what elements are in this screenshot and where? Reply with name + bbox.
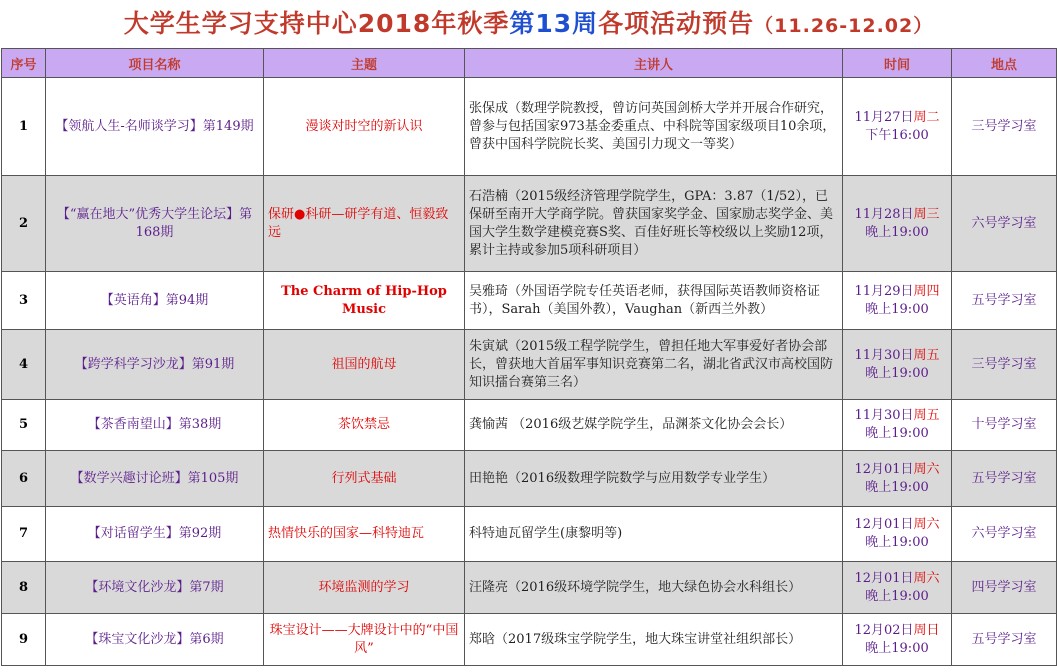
time-cell [843,562,952,614]
theme: 珠宝设计——大牌设计中的“中国风” [264,614,465,666]
theme: 漫谈对时空的新认识 [264,78,465,176]
time-cell [843,507,952,562]
weekday: 周三 [913,206,940,222]
date: 11月30日 [854,408,914,423]
time: 晚上19:00 [865,224,929,240]
theme: 茶饮禁忌 [264,400,465,451]
theme: 行列式基础 [264,451,465,507]
column-header-project: 项目名称 [46,49,264,78]
table-row [2,614,1057,666]
place: 十号学习室 [952,400,1057,451]
time: 下午16:00 [865,127,929,143]
theme: 祖国的航母 [264,330,465,400]
speaker: 朱寅斌（2015级工程学院学生，曾担任地大军事爱好者协会部长，曾获地大首届军事知识竞赛第二名，湖北省武汉市高校国防知识擂台赛第三名） [465,330,843,400]
row-number: 4 [2,330,46,400]
place: 三号学习室 [952,78,1057,176]
table-header-row [2,49,1057,78]
column-header-place: 地点 [952,49,1057,78]
time: 晚上19:00 [865,535,929,550]
date: 11月27日 [854,109,914,125]
row-number: 2 [2,176,46,272]
table-row [2,176,1057,272]
speaker: 吴雅琦（外国语学院专任英语老师，获得国际英语教师资格证书），Sarah（美国外教），Vaughan（新西兰外教） [465,272,843,330]
row-number: 7 [2,507,46,562]
date: 12月01日 [854,570,914,586]
column-header-time: 时间 [843,49,952,78]
time-cell [843,330,952,400]
page-title [0,0,1057,48]
row-number: 9 [2,614,46,666]
place: 三号学习室 [952,330,1057,400]
table-row [2,272,1057,330]
row-number: 8 [2,562,46,614]
title-prefix: 大学生学习支持中心2018年秋季 [123,9,510,38]
speaker: 张保成（数理学院教授，曾访问英国剑桥大学并开展合作研究，曾参与包括国家973基金委重点、中科院等国家级项目10余项，曾获中国科学院院长奖、美国引力现文一等奖） [465,78,843,176]
table-row [2,78,1057,176]
date: 11月30日 [854,347,914,363]
date: 12月02日 [854,622,914,638]
column-header-theme: 主题 [264,49,465,78]
column-header-number: 序号 [2,49,46,78]
date: 12月01日 [854,517,914,532]
column-header-speaker: 主讲人 [465,49,843,78]
time: 晚上19:00 [865,640,929,656]
speaker: 汪隆亮（2016级环境学院学生，地大绿色协会水科组长） [465,562,843,614]
time-cell [843,78,952,176]
table-row [2,507,1057,562]
project-name: 【茶香南望山】第38期 [46,400,264,451]
project-name: 【领航人生-名师谈学习】第149期 [46,78,264,176]
time-cell [843,400,952,451]
project-name: 【“赢在地大”优秀大学生论坛】第168期 [46,176,264,272]
weekday: 周六 [913,517,940,532]
place: 五号学习室 [952,614,1057,666]
project-name: 【珠宝文化沙龙】第6期 [46,614,264,666]
theme: 保研●科研—研学有道、恒毅致远 [264,176,465,272]
time-cell [843,176,952,272]
time: 晚上19:00 [865,365,929,381]
theme: 环境监测的学习 [264,562,465,614]
project-name: 【英语角】第94期 [46,272,264,330]
table-row [2,400,1057,451]
place: 四号学习室 [952,562,1057,614]
time-cell [843,451,952,507]
place: 六号学习室 [952,176,1057,272]
theme: The Charm of Hip-Hop Music [264,272,465,330]
theme: 热情快乐的国家—科特迪瓦 [264,507,465,562]
time-cell [843,272,952,330]
speaker: 田艳艳（2016级数理学院数学与应用数学专业学生） [465,451,843,507]
time: 晚上19:00 [865,588,929,604]
table-row [2,451,1057,507]
project-name: 【数学兴趣讨论班】第105期 [46,451,264,507]
row-number: 5 [2,400,46,451]
title-suffix: 各项活动预告 [598,9,755,38]
activity-table [1,48,1057,666]
weekday: 周二 [913,109,940,125]
time-cell [843,614,952,666]
row-number: 6 [2,451,46,507]
project-name: 【对话留学生】第92期 [46,507,264,562]
weekday: 周六 [913,461,940,477]
weekday: 周日 [913,622,940,638]
time: 晚上19:00 [865,301,929,317]
speaker: 郑晗（2017级珠宝学院学生，地大珠宝讲堂社组织部长） [465,614,843,666]
place: 五号学习室 [952,272,1057,330]
weekday: 周六 [913,570,940,586]
table-row [2,330,1057,400]
time: 晚上19:00 [865,426,929,441]
row-number: 3 [2,272,46,330]
date: 11月28日 [854,206,914,222]
row-number: 1 [2,78,46,176]
date: 11月29日 [854,283,914,299]
time: 晚上19:00 [865,479,929,495]
weekday: 周四 [913,283,940,299]
table-row [2,562,1057,614]
title-week: 第13周 [509,9,599,38]
weekday: 周五 [913,347,940,363]
project-name: 【环境文化沙龙】第7期 [46,562,264,614]
speaker: 石浩楠（2015级经济管理学院学生，GPA：3.87（1/52），已保研至南开大学商学院。曾获国家奖学金、国家励志奖学金、美国大学生数学建模竞赛S奖、百佳好班长等校级以上奖励12项，累计主持或参加5项科研项目） [465,176,843,272]
place: 六号学习室 [952,507,1057,562]
date: 12月01日 [854,461,914,477]
title-date-range: （11.26-12.02） [754,15,934,37]
weekday: 周五 [913,408,940,423]
speaker: 科特迪瓦留学生(康黎明等) [465,507,843,562]
project-name: 【跨学科学习沙龙】第91期 [46,330,264,400]
speaker: 龚愉茜 （2016级艺媒学院学生，品渊茶文化协会会长） [465,400,843,451]
place: 五号学习室 [952,451,1057,507]
